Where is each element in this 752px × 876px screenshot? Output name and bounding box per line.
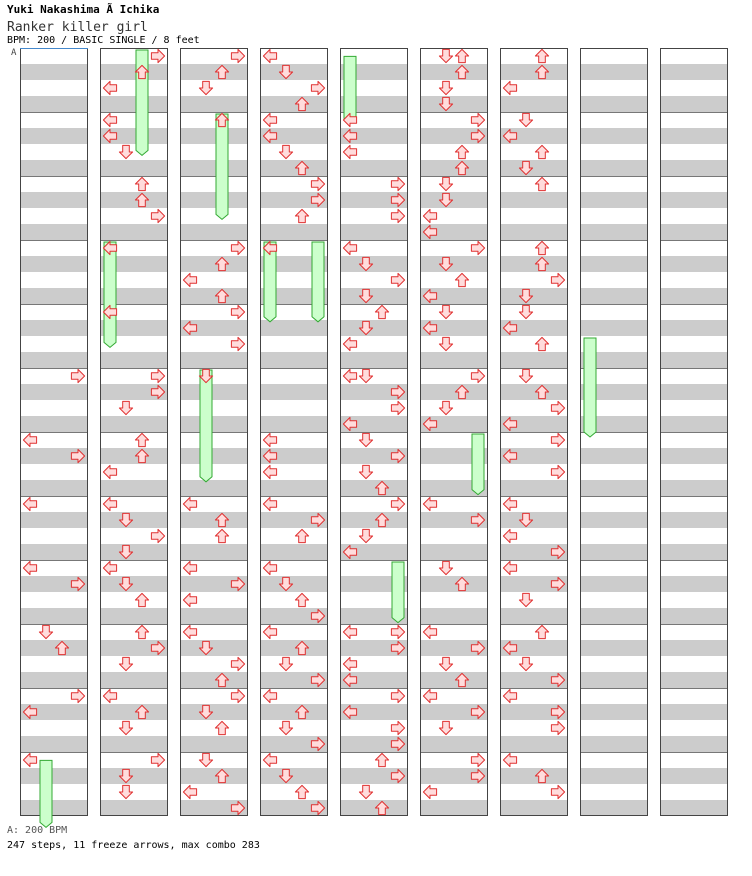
step-arrow [183,785,196,798]
step-arrow [71,689,84,702]
step-arrow [359,433,372,446]
step-arrow [71,369,84,382]
beat-stripe [500,192,568,208]
beat-stripe [100,192,168,208]
beat-stripe [20,672,88,688]
step-arrow [391,625,404,638]
beat-stripe [100,160,168,176]
step-arrow [135,177,148,190]
beat-stripe [340,288,408,304]
step-arrow [263,465,276,478]
step-arrow [391,497,404,510]
beat-stripe [580,640,648,656]
beat-stripe [20,800,88,816]
beat-stripe [260,640,328,656]
beat-stripe [420,64,488,80]
step-arrow [279,721,292,734]
beat-stripe [420,576,488,592]
beat-stripe [180,768,248,784]
beat-stripe [420,800,488,816]
beat-stripe [180,672,248,688]
beat-stripe [660,96,728,112]
beat-stripe [260,160,328,176]
beat-stripe [580,800,648,816]
beat-stripe [180,736,248,752]
step-arrow [263,49,276,62]
step-arrow [551,785,564,798]
step-arrow [519,657,532,670]
step-arrow [23,497,36,510]
step-arrow [503,529,516,542]
beat-stripe [100,768,168,784]
beat-stripe [420,256,488,272]
beat-stripe [260,384,328,400]
step-arrow [151,49,164,62]
step-arrow [343,657,356,670]
step-arrow [151,753,164,766]
beat-stripe [580,64,648,80]
step-arrow [535,145,548,158]
step-arrow [535,177,548,190]
step-arrow [551,465,564,478]
beat-stripe [580,512,648,528]
beat-stripe [580,576,648,592]
step-arrow [263,113,276,126]
step-arrow [359,785,372,798]
beat-stripe [660,512,728,528]
beat-stripe [180,544,248,560]
beat-stripe [500,608,568,624]
beat-stripe [180,160,248,176]
step-arrow [151,529,164,542]
step-arrow [551,401,564,414]
beat-stripe [500,768,568,784]
beat-stripe [180,608,248,624]
step-arrow [519,305,532,318]
beat-stripe [100,576,168,592]
beat-stripe [20,224,88,240]
bpm-marker: A [11,48,17,58]
beat-stripe [340,320,408,336]
freeze-arrow [312,242,324,322]
beat-stripe [660,608,728,624]
beat-stripe [20,256,88,272]
step-arrow [503,497,516,510]
beat-stripe [260,576,328,592]
beat-stripe [580,128,648,144]
beat-stripe [500,224,568,240]
beat-stripe [20,768,88,784]
step-arrow [551,433,564,446]
step-arrow [103,81,116,94]
step-arrow [135,625,148,638]
beat-stripe [340,480,408,496]
step-arrow [151,369,164,382]
beat-stripe [260,224,328,240]
beat-stripe [420,736,488,752]
beat-stripe [100,800,168,816]
freeze-arrow [472,434,484,495]
step-arrow [23,433,36,446]
beat-stripe [500,96,568,112]
step-arrow [423,497,436,510]
beat-stripe [100,416,168,432]
step-arrow [279,145,292,158]
step-arrow [423,689,436,702]
beat-stripe [500,352,568,368]
freeze-arrow [392,562,404,623]
beat-stripe [180,480,248,496]
step-arrow [311,177,324,190]
step-arrow [439,305,452,318]
beat-stripe [260,480,328,496]
beat-stripe [180,288,248,304]
beat-stripe [20,640,88,656]
step-arrow [103,561,116,574]
beat-stripe [660,448,728,464]
beat-stripe [340,512,408,528]
step-arrow [551,273,564,286]
beat-stripe [180,352,248,368]
beat-stripe [20,512,88,528]
beat-stripe [500,256,568,272]
beat-stripe [420,384,488,400]
freeze-arrow [216,114,228,219]
beat-stripe [660,256,728,272]
beat-stripe [500,160,568,176]
step-arrow [39,625,52,638]
beat-stripe [420,672,488,688]
beat-stripe [660,576,728,592]
beat-stripe [500,512,568,528]
chart-stats: 247 steps, 11 freeze arrows, max combo 283 [7,840,260,851]
step-arrow [119,657,132,670]
step-arrow [103,689,116,702]
step-arrow [423,785,436,798]
beat-stripe [500,384,568,400]
step-arrow [359,465,372,478]
freeze-arrow [104,242,116,347]
step-arrow [263,497,276,510]
step-arrow [183,273,196,286]
step-arrow [231,337,244,350]
beat-stripe [660,800,728,816]
step-arrow [231,305,244,318]
step-arrow [135,593,148,606]
step-arrow [199,753,212,766]
step-arrow [375,753,388,766]
step-arrow [471,241,484,254]
beat-stripe [580,160,648,176]
beat-stripe [20,480,88,496]
beat-stripe [580,704,648,720]
beat-stripe [180,256,248,272]
step-arrow [471,113,484,126]
step-arrow [343,369,356,382]
step-arrow [231,241,244,254]
beat-stripe [580,672,648,688]
song-title: Ranker killer girl [7,20,148,35]
step-arrow [119,401,132,414]
step-arrow [535,49,548,62]
step-arrow [535,625,548,638]
step-arrow [455,273,468,286]
step-arrow [295,529,308,542]
step-arrow [183,497,196,510]
beat-stripe [100,480,168,496]
step-arrow [551,721,564,734]
beat-stripe [580,768,648,784]
beat-stripe [660,128,728,144]
beat-stripe [100,96,168,112]
beat-stripe [580,448,648,464]
step-arrow [439,81,452,94]
beat-stripe [180,640,248,656]
beat-stripe [20,384,88,400]
beat-stripe [660,224,728,240]
beat-stripe [500,480,568,496]
beat-stripe [260,704,328,720]
step-arrow [391,209,404,222]
beat-stripe [180,448,248,464]
step-arrow [503,753,516,766]
beat-stripe [580,288,648,304]
beat-stripe [260,768,328,784]
step-arrow [311,81,324,94]
beat-stripe [260,352,328,368]
chart-column [660,49,728,817]
step-arrow [343,241,356,254]
beat-stripe [660,672,728,688]
step-arrow [519,369,532,382]
beat-stripe [260,544,328,560]
beat-stripe [340,352,408,368]
step-arrow [439,49,452,62]
artist-name: Yuki Nakashima Ã Ichika [7,3,160,16]
beat-stripe [100,512,168,528]
beat-stripe [180,64,248,80]
step-arrow [391,273,404,286]
step-arrow [215,529,228,542]
step-arrow [23,561,36,574]
beat-stripe [100,224,168,240]
step-arrow [135,433,148,446]
step-arrow [423,209,436,222]
beat-stripe [180,128,248,144]
step-arrow [503,81,516,94]
step-arrow [503,689,516,702]
beat-stripe [660,352,728,368]
beat-stripe [660,544,728,560]
step-arrow [103,113,116,126]
beat-stripe [100,704,168,720]
freeze-arrow [200,370,212,482]
beat-stripe [260,96,328,112]
step-arrow [439,401,452,414]
step-arrow [183,561,196,574]
beat-stripe [20,352,88,368]
beat-stripe [660,768,728,784]
step-arrow [343,337,356,350]
step-arrow [263,433,276,446]
step-arrow [519,593,532,606]
step-arrow [391,177,404,190]
step-arrow [263,625,276,638]
beat-stripe [660,288,728,304]
beat-stripe [100,544,168,560]
beat-stripe [100,352,168,368]
beat-stripe [180,512,248,528]
beat-stripe [420,96,488,112]
beat-stripe [580,96,648,112]
step-arrow [263,753,276,766]
step-arrow [151,209,164,222]
step-arrow [231,49,244,62]
beat-stripe [580,480,648,496]
step-arrow [439,177,452,190]
beat-stripe [420,608,488,624]
chart-info: BPM: 200 / BASIC SINGLE / 8 feet [7,35,200,46]
step-arrow [183,625,196,638]
step-arrow [455,49,468,62]
beat-stripe [20,160,88,176]
beat-stripe [180,224,248,240]
beat-stripe [500,64,568,80]
step-arrow [103,465,116,478]
step-arrow [119,785,132,798]
beat-stripe [340,160,408,176]
beat-stripe [580,256,648,272]
step-arrow [231,689,244,702]
step-arrow [263,561,276,574]
step-arrow [375,305,388,318]
step-arrow [231,657,244,670]
step-arrow [295,785,308,798]
step-arrow [439,657,452,670]
step-arrow [471,369,484,382]
freeze-arrow [584,338,596,437]
beat-stripe [500,800,568,816]
beat-stripe [660,384,728,400]
step-arrow [343,145,356,158]
step-arrow [343,625,356,638]
step-arrow [439,337,452,350]
beat-stripe [180,704,248,720]
step-arrow [471,753,484,766]
beat-stripe [260,64,328,80]
beat-stripe [580,224,648,240]
step-arrow [423,625,436,638]
step-arrow [295,209,308,222]
beat-stripe [20,192,88,208]
step-arrow [263,689,276,702]
beat-stripe [20,544,88,560]
beat-stripe [580,320,648,336]
beat-stripe [260,320,328,336]
step-arrow [391,721,404,734]
beat-stripe [660,480,728,496]
step-arrow [391,689,404,702]
beat-stripe [420,192,488,208]
step-arrow [439,721,452,734]
beat-stripe [180,192,248,208]
step-arrow [391,401,404,414]
beat-stripe [580,192,648,208]
beat-stripe [500,736,568,752]
beat-stripe [20,320,88,336]
beat-stripe [660,64,728,80]
beat-stripe [20,416,88,432]
beat-stripe [420,352,488,368]
beat-stripe [180,96,248,112]
beat-stripe [580,608,648,624]
step-arrow [215,721,228,734]
beat-stripe [100,672,168,688]
beat-stripe [660,704,728,720]
step-arrow [279,657,292,670]
step-arrow [119,721,132,734]
step-arrow [535,241,548,254]
beat-stripe [100,64,168,80]
step-arrow [359,529,372,542]
beat-stripe [580,736,648,752]
step-arrow [503,561,516,574]
beat-stripe [660,736,728,752]
beat-stripe [660,160,728,176]
beat-stripe [660,320,728,336]
beat-stripe [20,288,88,304]
beat-stripe [20,128,88,144]
beat-stripe [20,96,88,112]
beat-stripe [260,416,328,432]
step-arrow [183,593,196,606]
step-arrow [439,561,452,574]
beat-stripe [100,736,168,752]
beat-stripe [340,224,408,240]
beat-stripe [100,448,168,464]
step-arrow [199,81,212,94]
bpm-legend: A: 200 BPM [7,825,68,836]
beat-stripe [660,640,728,656]
step-arrow [295,593,308,606]
step-arrow [535,337,548,350]
beat-stripe [420,160,488,176]
beat-stripe [420,544,488,560]
freeze-arrow [40,760,52,827]
beat-stripe [20,736,88,752]
step-arrow [119,145,132,158]
beat-stripe [20,608,88,624]
beat-stripe [500,288,568,304]
beat-stripe [180,384,248,400]
beat-stripe [660,192,728,208]
beat-stripe [180,416,248,432]
beat-stripe [580,544,648,560]
step-arrow [519,113,532,126]
step-arrow [103,497,116,510]
beat-stripe [340,256,408,272]
beat-stripe [660,416,728,432]
beat-stripe [20,64,88,80]
step-arrow [23,753,36,766]
step-arrow [455,145,468,158]
step-arrow [359,369,372,382]
beat-stripe [100,608,168,624]
beat-stripe [340,800,408,816]
